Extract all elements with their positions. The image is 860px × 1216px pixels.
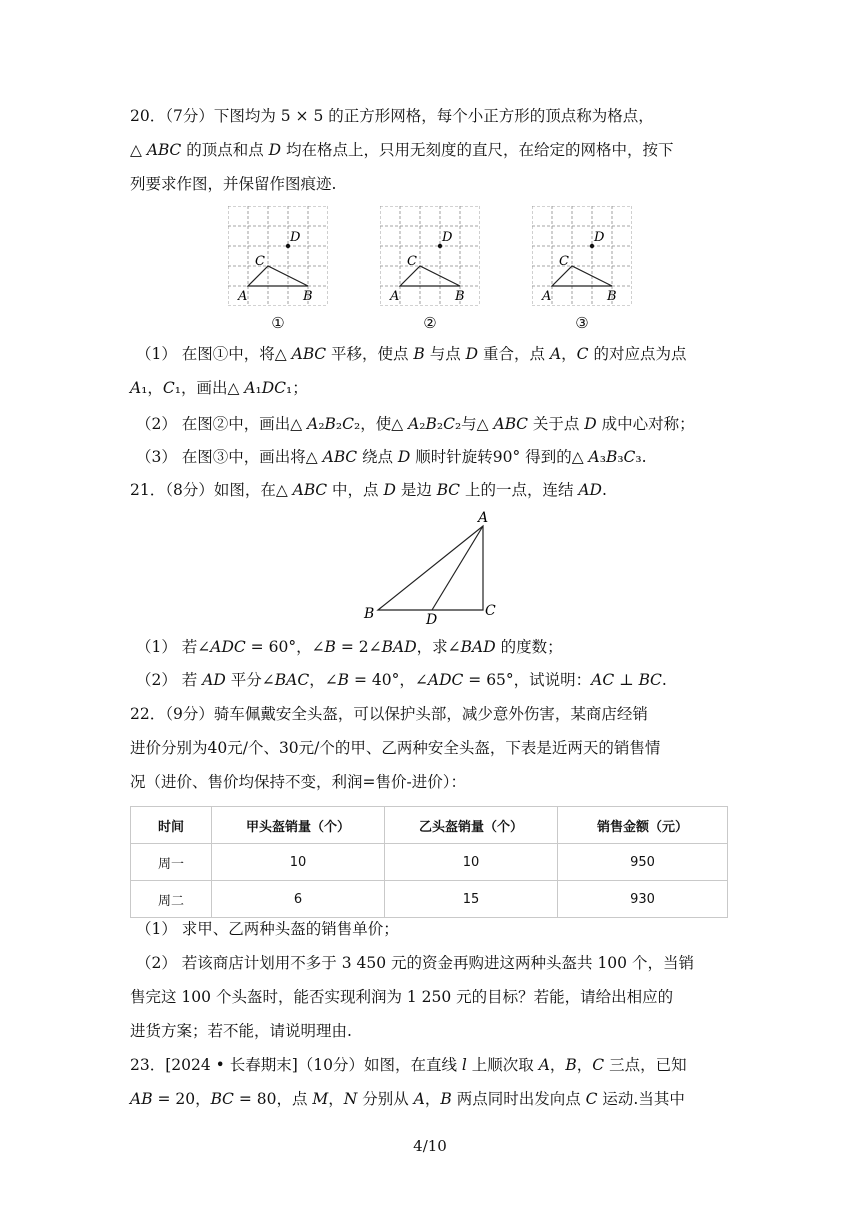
q20-line2: △ 𝐴𝐵𝐶 的顶点和点 𝐷 均在格点上，只用无刻度的直尺，在给定的网格中，按下	[130, 141, 674, 159]
label-b: B	[364, 606, 375, 622]
q22-part2-b: 售完这 100 个头盔时，能否实现利润为 1 250 元的目标？若能，请给出相应的	[130, 988, 674, 1006]
q21-part2: （2） 若 𝐴𝐷 平分∠𝐵𝐴𝐶，∠𝐵 = 40°，∠𝐴𝐷𝐶 = 65°，试说明：𝐴𝐶 ⊥ 𝐵𝐶.	[136, 671, 667, 689]
label-d: D	[426, 612, 438, 628]
label-c: C	[407, 254, 417, 269]
label-c: C	[485, 603, 496, 619]
table-cell: 10	[385, 844, 558, 881]
table-header-row	[131, 807, 728, 844]
q21-part1: （1） 若∠𝐴𝐷𝐶 = 60°，∠𝐵 = 2∠𝐵𝐴𝐷，求∠𝐵𝐴𝐷 的度数；	[136, 638, 563, 656]
table-row	[131, 844, 728, 881]
grid-figure-1	[228, 206, 328, 306]
q20-part1-b: 𝐴₁，𝐶₁，画出△ 𝐴₁𝐷𝐶₁；	[130, 379, 308, 397]
table-header: 销售金额（元）	[558, 807, 728, 844]
q22-line1: 22．（9分）骑车佩戴安全头盔，可以保护头部，减少意外伤害，某商店经销	[130, 705, 648, 723]
label-c: C	[255, 254, 265, 269]
label-d: D	[290, 230, 301, 245]
q20-line3: 列要求作图，并保留作图痕迹.	[130, 175, 337, 193]
q23-line1: 23．[2024 • 长春期末]（10分）如图，在直线 𝑙 上顺次取 𝐴，𝐵，𝐶 三点，已知	[130, 1056, 687, 1074]
table-cell: 930	[558, 881, 728, 918]
table-header: 时间	[131, 807, 212, 844]
table-cell: 950	[558, 844, 728, 881]
label-b: B	[455, 289, 465, 304]
table-header: 乙头盔销量（个）	[385, 807, 558, 844]
label-b: B	[303, 289, 313, 304]
table-cell: 10	[212, 844, 385, 881]
label-d: D	[442, 230, 453, 245]
grid-figure-2	[380, 206, 480, 306]
q20-part2: （2） 在图②中，画出△ 𝐴₂𝐵₂𝐶₂，使△ 𝐴₂𝐵₂𝐶₂与△ 𝐴𝐵𝐶 关于点 𝐷 成中心对称；	[136, 415, 695, 433]
label-a: A	[542, 289, 552, 304]
table-header: 甲头盔销量（个）	[212, 807, 385, 844]
q22-part1: （1） 求甲、乙两种头盔的销售单价；	[136, 920, 399, 938]
q23-line2: 𝐴𝐵 = 20，𝐵𝐶 = 80，点 𝑀，𝑁 分别从 𝐴，𝐵 两点同时出发向点 𝐶 运动.当其中	[130, 1090, 685, 1108]
label-c: C	[559, 254, 569, 269]
caption-3: ③	[575, 314, 589, 332]
q21-line1: 21．（8分）如图，在△ 𝐴𝐵𝐶 中，点 𝐷 是边 𝐵𝐶 上的一点，连结 𝐴𝐷.	[130, 481, 607, 499]
triangle-figure	[360, 508, 500, 628]
caption-2: ②	[423, 314, 437, 332]
page-number: 4/10	[413, 1137, 447, 1155]
table-cell: 6	[212, 881, 385, 918]
table-row	[131, 881, 728, 918]
q20-part1-a: （1） 在图①中，将△ 𝐴𝐵𝐶 平移，使点 𝐵 与点 𝐷 重合，点 𝐴，𝐶 的对应点为点	[136, 345, 687, 363]
label-b: B	[607, 289, 617, 304]
label-a: A	[238, 289, 248, 304]
label-a: A	[390, 289, 400, 304]
label-a: A	[478, 510, 489, 526]
table-cell: 周二	[131, 881, 212, 918]
q20-part3: （3） 在图③中，画出将△ 𝐴𝐵𝐶 绕点 𝐷 顺时针旋转90° 得到的△ 𝐴₃𝐵₃𝐶₃.	[136, 448, 647, 466]
table-cell: 15	[385, 881, 558, 918]
label-d: D	[594, 230, 605, 245]
caption-1: ①	[271, 314, 285, 332]
sales-table	[130, 806, 728, 918]
q22-line3: 况（进价、售价均保持不变，利润=售价-进价）：	[130, 773, 466, 791]
grid-figure-3	[532, 206, 632, 306]
table-cell: 周一	[131, 844, 212, 881]
q20-line1: 20．（7分）下图均为 5 × 5 的正方形网格，每个小正方形的顶点称为格点，	[130, 107, 654, 125]
q22-line2: 进价分别为40元/个、30元/个的甲、乙两种安全头盔，下表是近两天的销售情	[130, 739, 661, 757]
q22-part2-a: （2） 若该商店计划用不多于 3 450 元的资金再购进这两种头盔共 100 个，当销	[136, 954, 694, 972]
q22-part2-c: 进货方案；若不能，请说明理由.	[130, 1022, 352, 1040]
